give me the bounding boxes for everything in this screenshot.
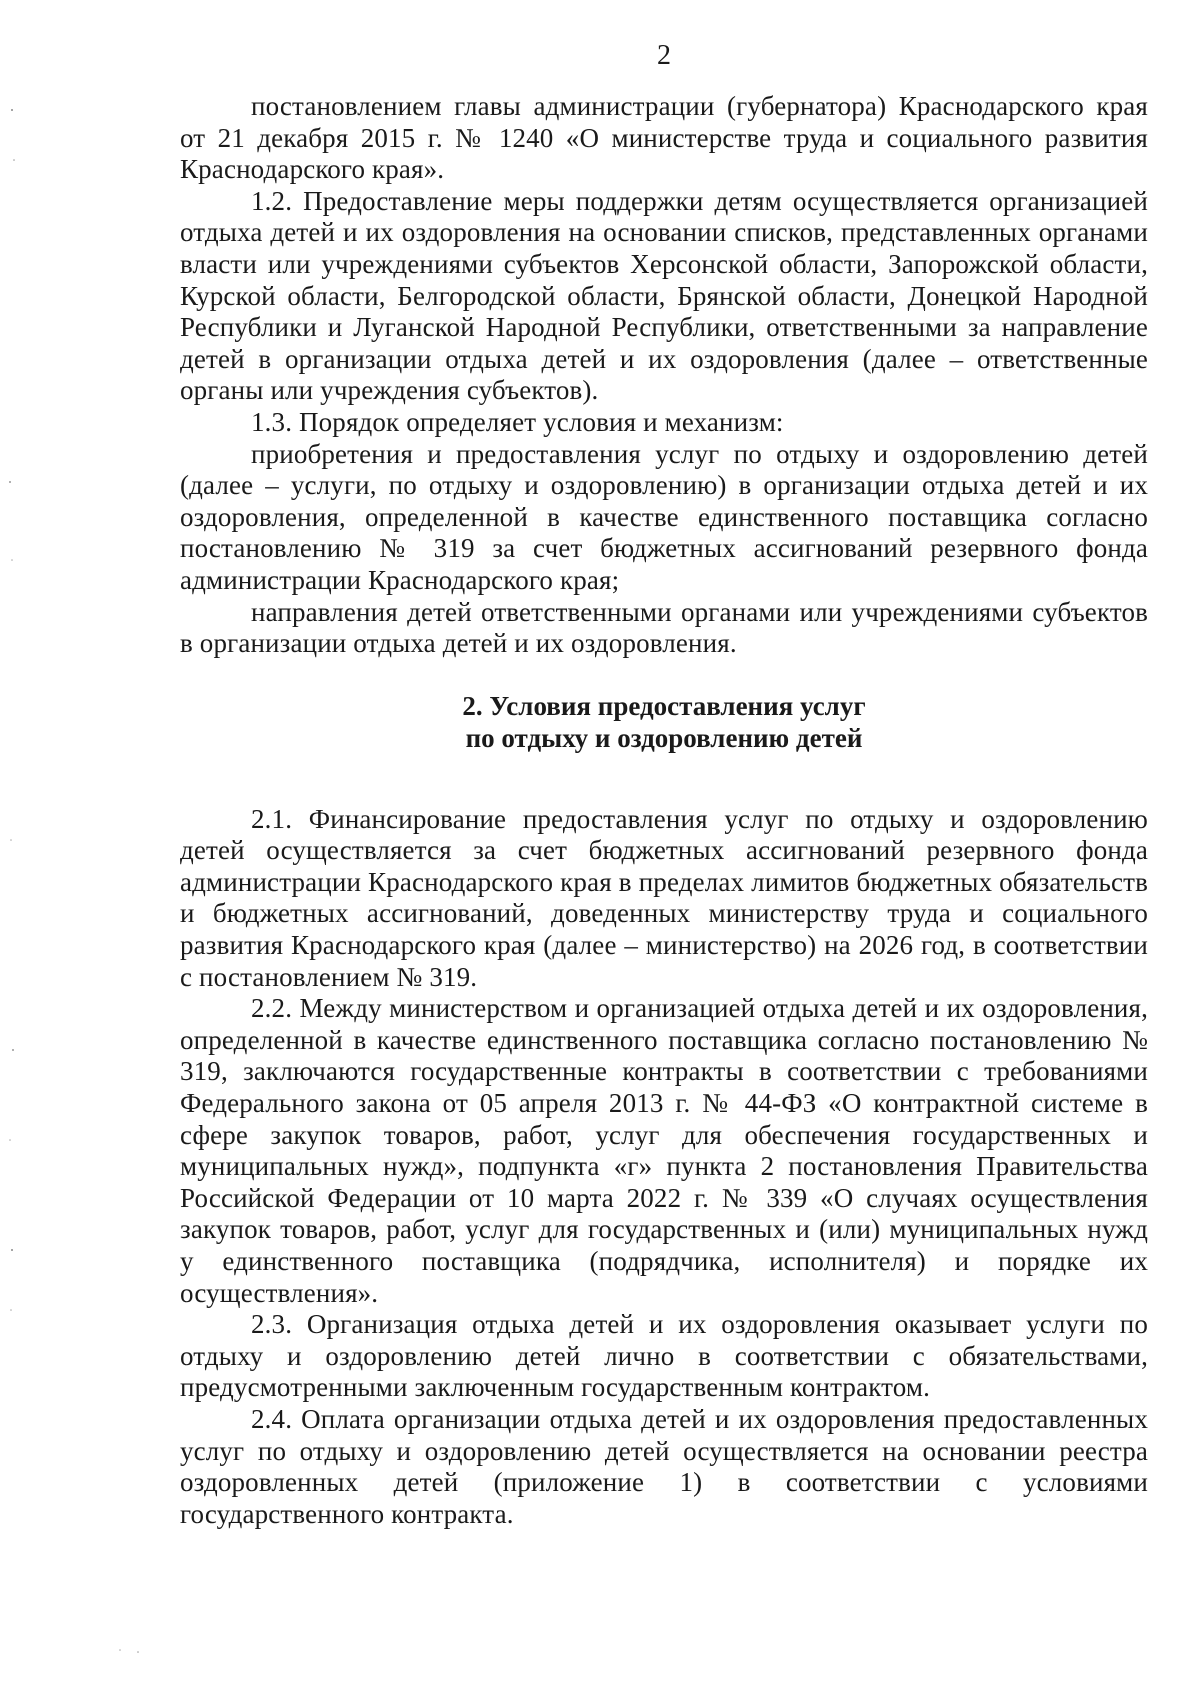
paragraph-1-3-item-direction: направления детей ответственными органами или учреждениями субъектов в организации отдыха детей и их оздоровления.	[180, 596, 1148, 659]
section-heading-line-1: 2. Условия предоставления услуг	[462, 690, 866, 721]
paragraph-2-1: 2.1. Финансирование предоставления услуг по отдыху и оздоровлению детей осуществляется за счет бюджетных ассигнований резервного фонда администрации Краснодарского края в пределах лимитов бюджетных обязательств и бюджетных ассигнований, доведенных министерству труда и социального развития Краснодарского края (далее – министерство) на 2026 год, в соответствии с постановлением № 319.	[180, 803, 1148, 992]
paragraph-1-3-item-acquisition: приобретения и предоставления услуг по отдыху и оздоровлению детей (далее – услуги, по отдыху и оздоровлению) в организации отдыха детей и их оздоровления, определенной в качестве единственного поставщика согласно постановлению № 319 за счет бюджетных ассигнований резервного фонда администрации Краснодарского края;	[180, 438, 1148, 595]
paragraph-2-3: 2.3. Организация отдыха детей и их оздоровления оказывает услуги по отдыху и оздоровлению детей лично в соответствии с обязательствами, предусмотренными заключенным государственным контрактом.	[180, 1309, 1148, 1403]
paragraph-2-2: 2.2. Между министерством и организацией отдыха детей и их оздоровления, определенной в качестве единственного поставщика согласно постановлению № 319, заключаются государственные контракты в соответствии с требованиями Федерального закона от 05 апреля 2013 г. № 44-ФЗ «О контрактной системе в сфере закупок товаров, работ, услуг для обеспечения государственных и муниципальных нужд», подпункта «г» пункта 2 постановления Правительства Российской Федерации от 10 марта 2022 г. № 339 «О случаях осуществления закупок товаров, работ, услуг для государственных и (или) муниципальных нужд у единственного поставщика (подрядчика, исполнителя) и порядке их осуществления».	[180, 993, 1148, 1308]
paragraph-2-4: 2.4. Оплата организации отдыха детей и их оздоровления предоставленных услуг по отдыху и оздоровлению детей осуществляется на основании реестра оздоровленных детей (приложение 1) в соответствии с условиями государственного контракта.	[180, 1403, 1148, 1529]
paragraph-intro-continuation: постановлением главы администрации (губернатора) Краснодарского края от 21 декабря 2015 г. № 1240 «О министерстве труда и социального развития Краснодарского края».	[180, 91, 1148, 185]
section-heading-line-2: по отдыху и оздоровлению детей	[465, 722, 863, 753]
section-2-heading	[180, 690, 1148, 754]
document-body	[180, 91, 1148, 1530]
page-number: 2	[657, 40, 671, 71]
paragraph-1-2: 1.2. Предоставление меры поддержки детям осуществляется организацией отдыха детей и их оздоровления на основании списков, представленных органами власти или учреждениями субъектов Херсонской области, Запорожской области, Курской области, Белгородской области, Брянской области, Донецкой Народной Республики и Луганской Народной Республики, ответственными за направление детей в организации отдыха детей и их оздоровления (далее – ответственные органы или учреждения субъектов).	[180, 185, 1148, 406]
paragraph-1-3: 1.3. Порядок определяет условия и механизм:	[251, 406, 784, 437]
